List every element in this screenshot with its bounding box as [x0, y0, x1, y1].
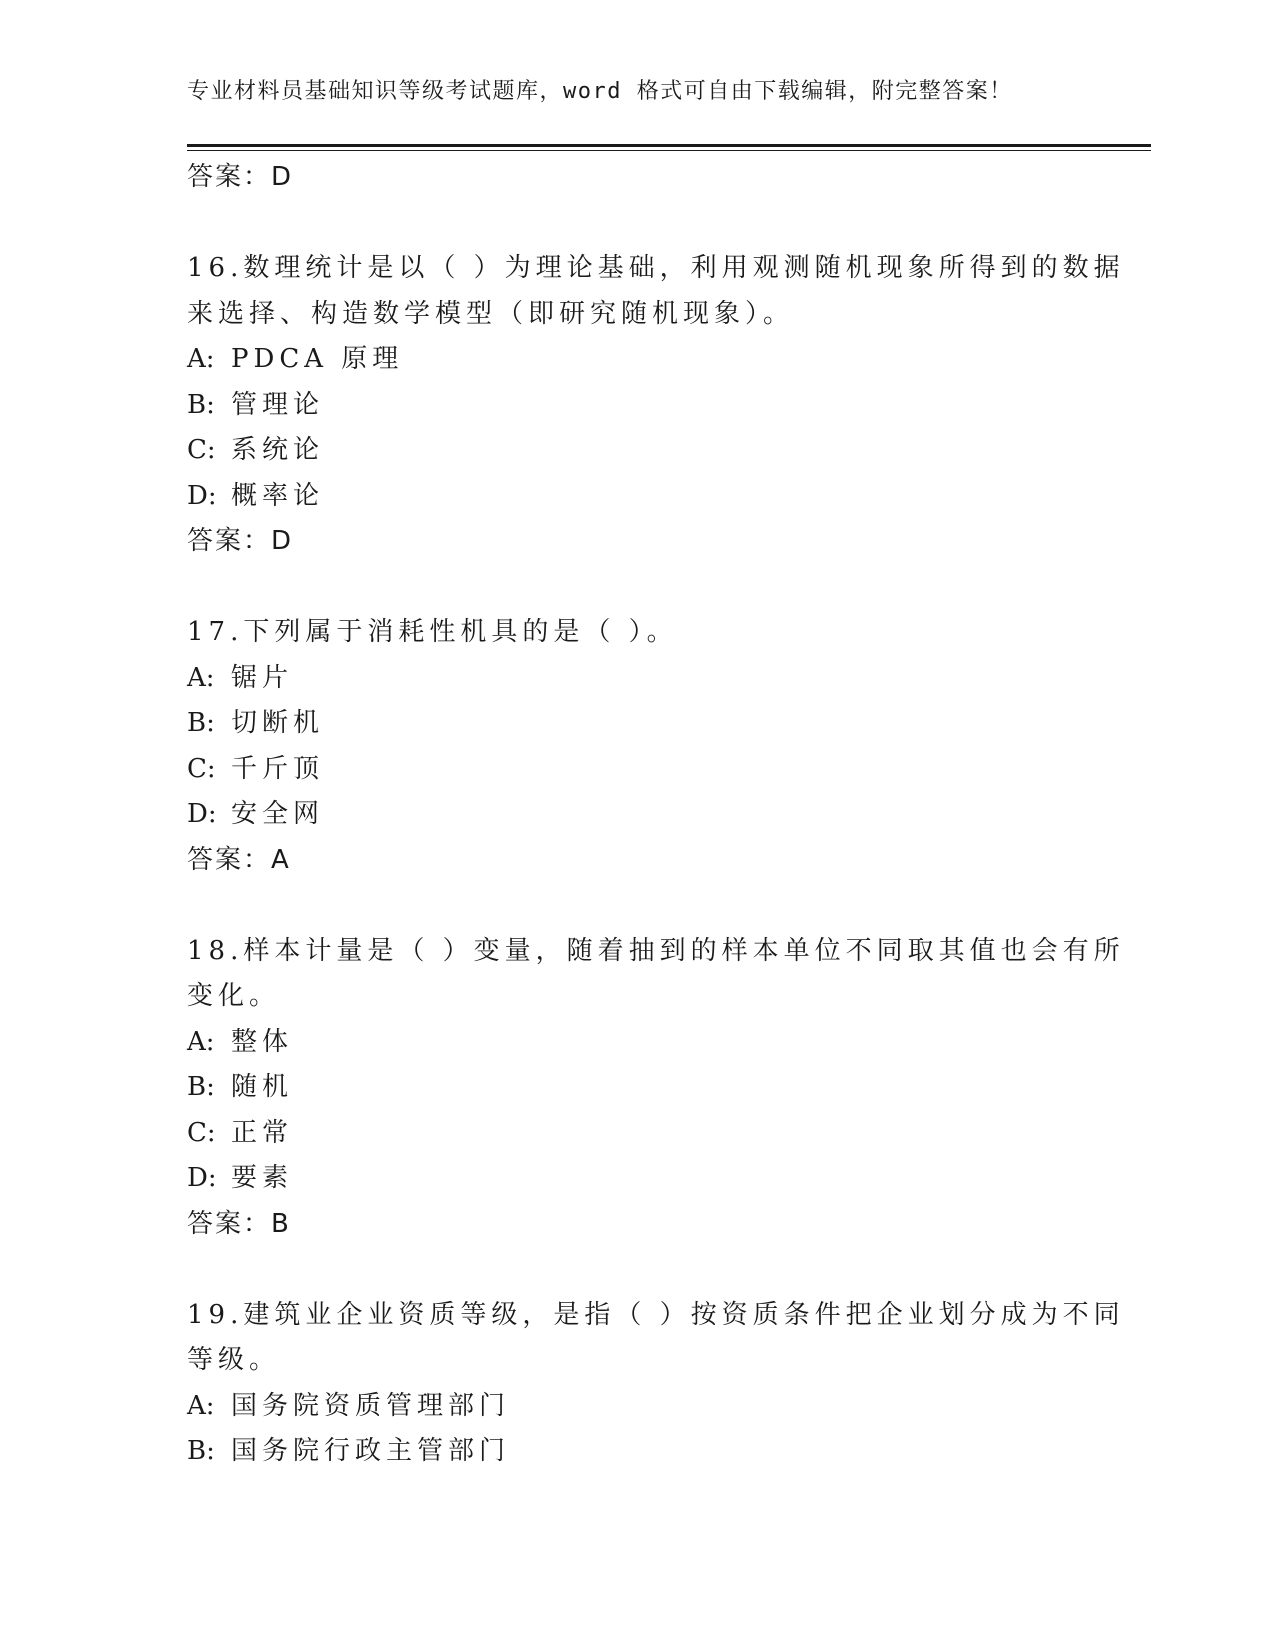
option-text: 国务院行政主管部门: [231, 1436, 511, 1466]
answer-line: 答案：B: [187, 1208, 291, 1239]
option-text: 管理论: [231, 389, 325, 420]
question-stem-line: 19.建筑业企业资质等级，是指（ ）按资质条件把企业划分成为不同: [187, 1299, 1125, 1330]
option-text: 随机: [231, 1072, 294, 1102]
option-d: [187, 792, 1087, 838]
question-stem-line: 来选择、构造数学模型（即研究随机现象）。: [187, 298, 795, 329]
option-letter: B:: [187, 389, 215, 420]
option-a: [187, 337, 1087, 383]
question-stem-line: 等级。: [187, 1345, 281, 1375]
question-19: [187, 1293, 1125, 1475]
page-header: 专业材料员基础知识等级考试题库，word 格式可自由下载编辑，附完整答案！: [187, 79, 1013, 104]
question-18: [187, 929, 1125, 1248]
option-c: [187, 1111, 1087, 1157]
previous-answer: 答案：D: [187, 162, 294, 192]
option-letter: A:: [187, 1390, 215, 1421]
option-text: 正常: [231, 1117, 294, 1148]
header-rule-thick: [187, 144, 1151, 147]
question-17: [187, 610, 1087, 883]
option-letter: D:: [187, 480, 217, 511]
option-b: [187, 1429, 1087, 1475]
option-text: 系统论: [231, 435, 325, 465]
question-stem-line: 16.数理统计是以（ ）为理论基础，利用观测随机现象所得到的数据: [187, 253, 1125, 283]
option-c: [187, 428, 1087, 474]
option-d: [187, 474, 1087, 520]
spacer: [187, 883, 1087, 929]
question-stem-line: 17.下列属于消耗性机具的是（ ）。: [187, 617, 678, 647]
option-a: [187, 1384, 1087, 1430]
option-d: [187, 1156, 1087, 1202]
option-letter: C:: [187, 1117, 216, 1148]
option-letter: A:: [187, 344, 215, 374]
spacer: [187, 565, 1087, 611]
answer-line: 答案：D: [187, 526, 294, 556]
option-letter: B:: [187, 1436, 215, 1466]
option-text: 概率论: [231, 480, 325, 511]
option-letter: A:: [187, 1026, 215, 1057]
answer-line: 答案：A: [187, 844, 291, 875]
option-letter: D:: [187, 799, 217, 829]
option-text: 要素: [231, 1163, 294, 1193]
option-letter: C:: [187, 753, 216, 784]
question-list: [187, 155, 1125, 1475]
option-text: 安全网: [231, 799, 325, 829]
spacer: [187, 201, 1087, 247]
option-b: [187, 383, 1087, 429]
option-letter: A:: [187, 662, 215, 693]
option-text: 切断机: [231, 708, 325, 738]
option-b: [187, 1065, 1087, 1111]
option-text: 国务院资质管理部门: [231, 1390, 511, 1421]
question-16: [187, 246, 1125, 565]
option-c: [187, 747, 1087, 793]
option-text: 千斤顶: [231, 753, 325, 784]
option-text: 整体: [231, 1026, 294, 1057]
option-a: [187, 656, 1087, 702]
question-stem-line: 变化。: [187, 981, 281, 1011]
option-text: PDCA 原理: [231, 344, 404, 374]
option-letter: D:: [187, 1163, 217, 1193]
option-letter: B:: [187, 1072, 215, 1102]
option-b: [187, 701, 1087, 747]
spacer: [187, 1247, 1087, 1293]
option-a: [187, 1020, 1087, 1066]
option-letter: B:: [187, 708, 215, 738]
option-text: 锯片: [231, 662, 294, 693]
header-rule-thin: [187, 150, 1151, 151]
question-stem-line: 18.样本计量是（ ）变量，随着抽到的样本单位不同取其值也会有所: [187, 935, 1125, 966]
option-letter: C:: [187, 435, 216, 465]
